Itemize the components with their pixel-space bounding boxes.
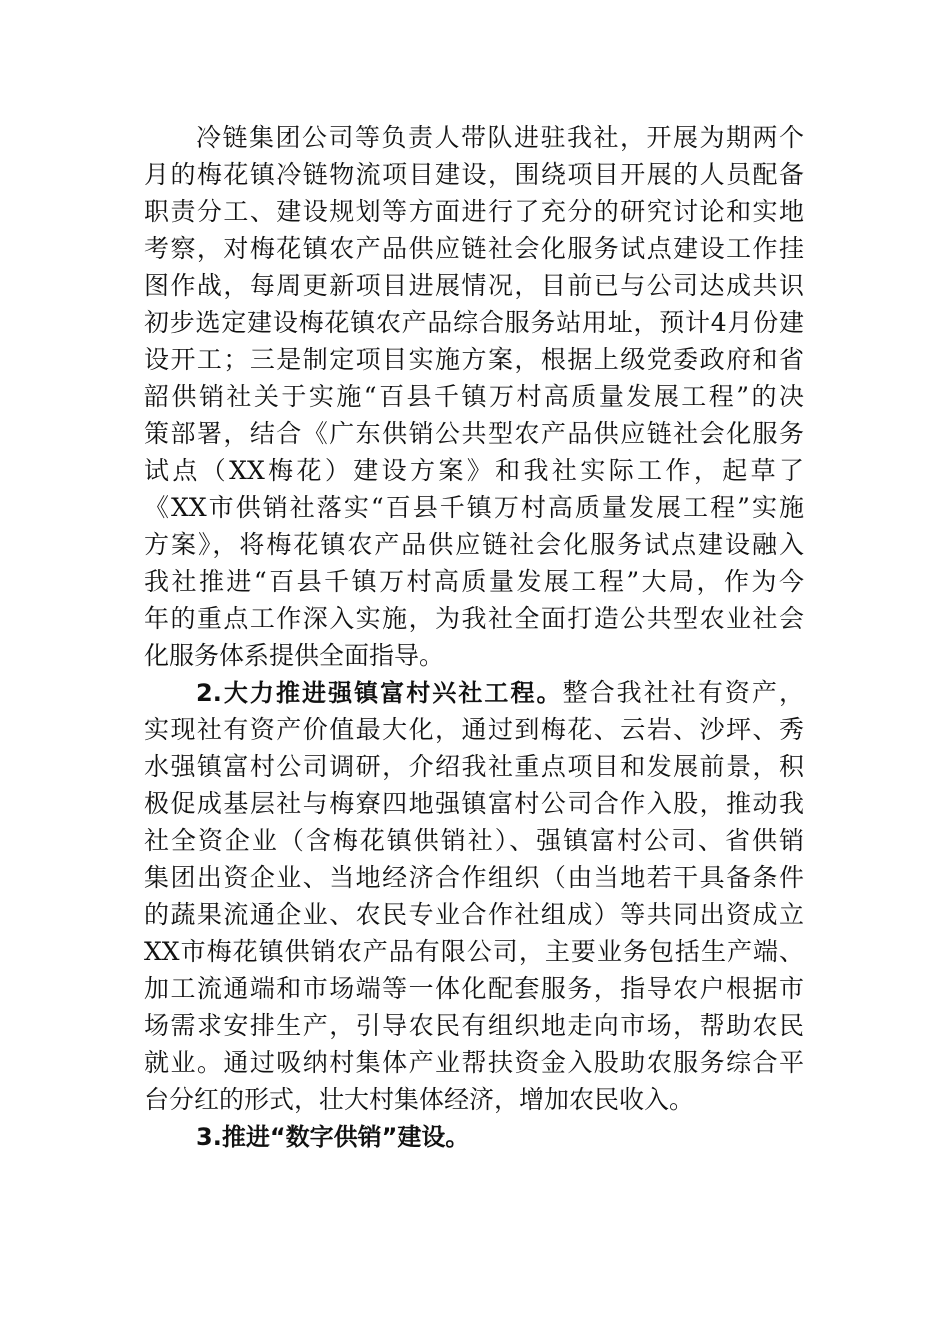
paragraph-line: 职责分工、建设规划等方面进行了充分的研究讨论和实地: [144, 197, 804, 226]
paragraph-line: 化服务体系提供全面指导。: [144, 641, 445, 670]
paragraph-line: 社全资企业（含梅花镇供销社）、强镇富村公司、省供销: [144, 826, 804, 855]
paragraph-line: 台分红的形式，壮大村集体经济，增加农民收入。: [144, 1085, 695, 1114]
section-3-line: [196, 1117, 804, 1157]
paragraph-line: 考察，对梅花镇农产品供应链社会化服务试点建设工作挂: [144, 234, 804, 263]
paragraph-line: 集团出资企业、当地经济合作组织（由当地若干具备条件: [144, 863, 804, 892]
paragraph-line: 设开工；三是制定项目实施方案，根据上级党委政府和省: [144, 345, 804, 374]
paragraph-line: 场需求安排生产，引导农民有组织地走向市场，帮助农民: [144, 1011, 804, 1040]
paragraph-line: 水强镇富村公司调研，介绍我社重点项目和发展前景，积: [144, 752, 804, 781]
paragraph-line: 加工流通端和市场端等一体化配套服务，指导农户根据市: [144, 974, 804, 1003]
paragraph-line: 策部署，结合《广东供销公共型农产品供应链社会化服务: [144, 419, 804, 448]
paragraph-line: 月的梅花镇冷链物流项目建设，围绕项目开展的人员配备: [144, 160, 804, 189]
paragraph-line: 试点（XX梅花）建设方案》和我社实际工作，起草了: [144, 456, 804, 485]
paragraph-line: 我社推进“百县千镇万村高质量发展工程”大局，作为今: [144, 567, 804, 596]
paragraph-line: 图作战，每周更新项目进展情况，目前已与公司达成共识: [144, 271, 804, 300]
section-2-first-line: [196, 673, 804, 713]
section-2-first-line-rest: 整合我社社有资产，: [562, 678, 804, 707]
paragraph-line: 实现社有资产价值最大化，通过到梅花、云岩、沙坪、秀: [144, 715, 804, 744]
paragraph-line: 年的重点工作深入实施，为我社全面打造公共型农业社会: [144, 604, 804, 633]
paragraph-line: 的蔬果流通企业、农民专业合作社组成）等共同出资成立: [144, 900, 804, 929]
paragraph-line: 方案》，将梅花镇农产品供应链社会化服务试点建设融入: [144, 530, 804, 559]
section-2-heading: 2.大力推进强镇富村兴社工程。: [196, 679, 563, 707]
paragraph-line: 冷链集团公司等负责人带队进驻我社，开展为期两个: [196, 123, 804, 152]
paragraph-line: 极促成基层社与梅寮四地强镇富村公司合作入股，推动我: [144, 789, 804, 818]
paragraph-line: 《XX市供销社落实“百县千镇万村高质量发展工程”实施: [144, 493, 804, 522]
section-3-heading: 3.推进“数字供销”建设。: [196, 1123, 470, 1151]
paragraph-line: XX市梅花镇供销农产品有限公司，主要业务包括生产端、: [144, 937, 804, 966]
paragraph-line: 就业。通过吸纳村集体产业帮扶资金入股助农服务综合平: [144, 1048, 804, 1077]
paragraph-line: 韶供销社关于实施“百县千镇万村高质量发展工程”的决: [144, 382, 804, 411]
paragraph-line: 初步选定建设梅花镇农产品综合服务站用址，预计4月份建: [144, 308, 804, 337]
